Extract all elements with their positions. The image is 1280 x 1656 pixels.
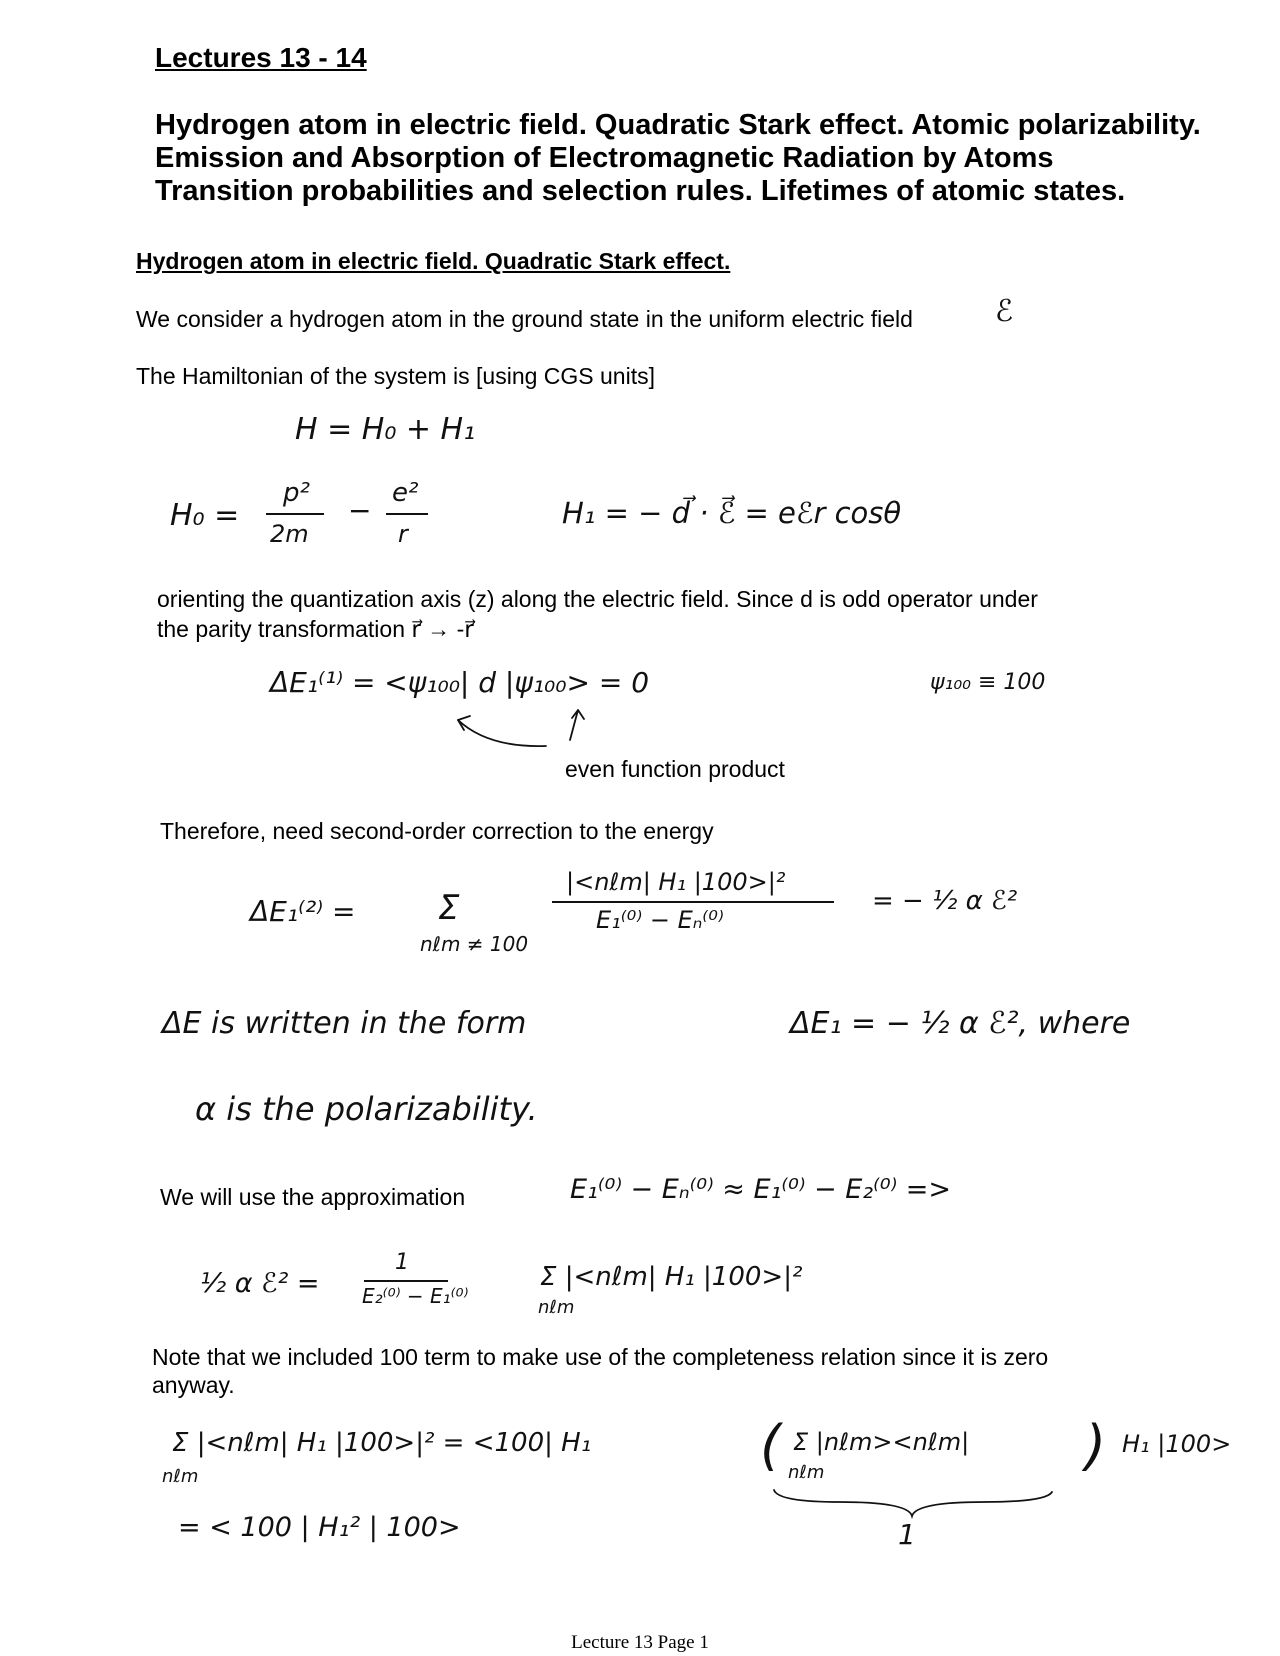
arrow-curve xyxy=(458,720,546,746)
paragraph-completeness-line1: Note that we included 100 term to make use of the completeness relation since it is zero xyxy=(152,1344,1049,1370)
eq-h0-e2: e² xyxy=(392,478,419,508)
eq-completeness-final: = < 100 | H₁² | 100> xyxy=(178,1512,461,1543)
underbrace xyxy=(770,1482,1060,1522)
eq-second-order-numerator: |<nℓm| H₁ |100>|² xyxy=(566,868,786,896)
note-even-function: even function product xyxy=(565,756,785,782)
arrow-annotation xyxy=(448,702,596,752)
eq-h0-fraction-bar-1 xyxy=(266,513,324,515)
eq-second-order-sigma: Σ xyxy=(438,888,460,928)
eq-h0-p2: p² xyxy=(283,478,310,508)
paragraph-completeness-line2: anyway. xyxy=(152,1372,235,1398)
paragraph-hamiltonian: The Hamiltonian of the system is [using CGS units] xyxy=(136,363,655,389)
eq-h0-2m: 2m xyxy=(270,520,309,548)
eq-half-alpha-fraction-bar xyxy=(364,1280,448,1282)
eq-second-order-denominator: E₁⁽⁰⁾ − Eₙ⁽⁰⁾ xyxy=(596,906,724,934)
paragraph-intro: We consider a hydrogen atom in the ground state in the uniform electric field xyxy=(136,306,913,332)
eq-h0-fraction-bar-2 xyxy=(386,513,428,515)
eq-h0-lhs: H₀ = xyxy=(170,498,240,533)
paragraph-second-order: Therefore, need second-order correction to the energy xyxy=(160,818,714,844)
headline-1: Hydrogen atom in electric field. Quadratic Stark effect. Atomic polarizability. xyxy=(155,109,1201,141)
eq-approximation: E₁⁽⁰⁾ − Eₙ⁽⁰⁾ ≈ E₁⁽⁰⁾ − E₂⁽⁰⁾ => xyxy=(570,1174,952,1205)
eq-h1: H₁ = − d⃗ · ℰ⃗ = eℰr cosθ xyxy=(562,496,902,530)
eq-psi-definition: ψ₁₀₀ ≡ 100 xyxy=(930,670,1046,695)
headline-3: Transition probabilities and selection rules. Lifetimes of atomic states. xyxy=(155,175,1126,207)
eq-half-alpha-denominator: E₂⁽⁰⁾ − E₁⁽⁰⁾ xyxy=(362,1284,469,1308)
eq-second-order-rhs: = − ½ α ℰ² xyxy=(872,886,1018,916)
page-footer: Lecture 13 Page 1 xyxy=(571,1632,709,1653)
eq-h0-r: r xyxy=(398,520,408,548)
paragraph-parity-line2: the parity transformation r⃗ → -r⃗ xyxy=(157,616,474,642)
eq-completeness-open-paren: ( xyxy=(760,1414,782,1477)
eq-half-alpha-lhs: ½ α ℰ² = xyxy=(200,1268,320,1299)
section-heading: Hydrogen atom in electric field. Quadratic Stark effect. xyxy=(136,248,731,274)
underbrace-curve xyxy=(774,1490,1052,1516)
eq-completeness-lhs: Σ |<nℓm| H₁ |100>|² = <100| H₁ xyxy=(172,1428,592,1458)
eq-half-alpha-sum-index: nℓm xyxy=(538,1297,575,1318)
eq-completeness-one: 1 xyxy=(898,1518,916,1551)
eq-completeness-rhs: H₁ |100> xyxy=(1122,1430,1232,1458)
headline-2: Emission and Absorption of Electromagnetic Radiation by Atoms xyxy=(155,142,1054,174)
eq-half-alpha-numerator: 1 xyxy=(395,1250,409,1275)
handwritten-form-text: ΔE is written in the form xyxy=(162,1006,527,1041)
arrow-head-up xyxy=(570,710,584,740)
eq-first-order-correction: ΔE₁⁽¹⁾ = <ψ₁₀₀| d |ψ₁₀₀> = 0 xyxy=(270,666,650,699)
eq-second-order-sum-index: nℓm ≠ 100 xyxy=(420,932,529,956)
handwritten-polarizability: α is the polarizability. xyxy=(195,1090,538,1128)
eq-completeness-lhs-index: nℓm xyxy=(162,1466,199,1487)
page-title: Lectures 13 - 14 xyxy=(155,42,367,73)
handwritten-form-equation: ΔE₁ = − ½ α ℰ², where xyxy=(790,1006,1131,1041)
electric-field-symbol: ℰ xyxy=(995,294,1014,329)
eq-completeness-inner: Σ |nℓm><nℓm| xyxy=(793,1428,970,1456)
eq-half-alpha-sum: Σ |<nℓm| H₁ |100>|² xyxy=(540,1262,803,1292)
eq-completeness-close-paren: ) xyxy=(1085,1414,1107,1477)
eq-second-order-lhs: ΔE₁⁽²⁾ = xyxy=(250,895,356,928)
eq-second-order-fraction-bar xyxy=(552,901,834,903)
paragraph-approximation: We will use the approximation xyxy=(160,1184,466,1210)
paragraph-parity-line1: orienting the quantization axis (z) along the electric field. Since d is odd operator under xyxy=(157,586,1038,612)
eq-h0-minus: − xyxy=(348,494,372,527)
eq-completeness-inner-index: nℓm xyxy=(788,1462,825,1483)
eq-hamiltonian-total: H = H₀ + H₁ xyxy=(295,412,476,447)
